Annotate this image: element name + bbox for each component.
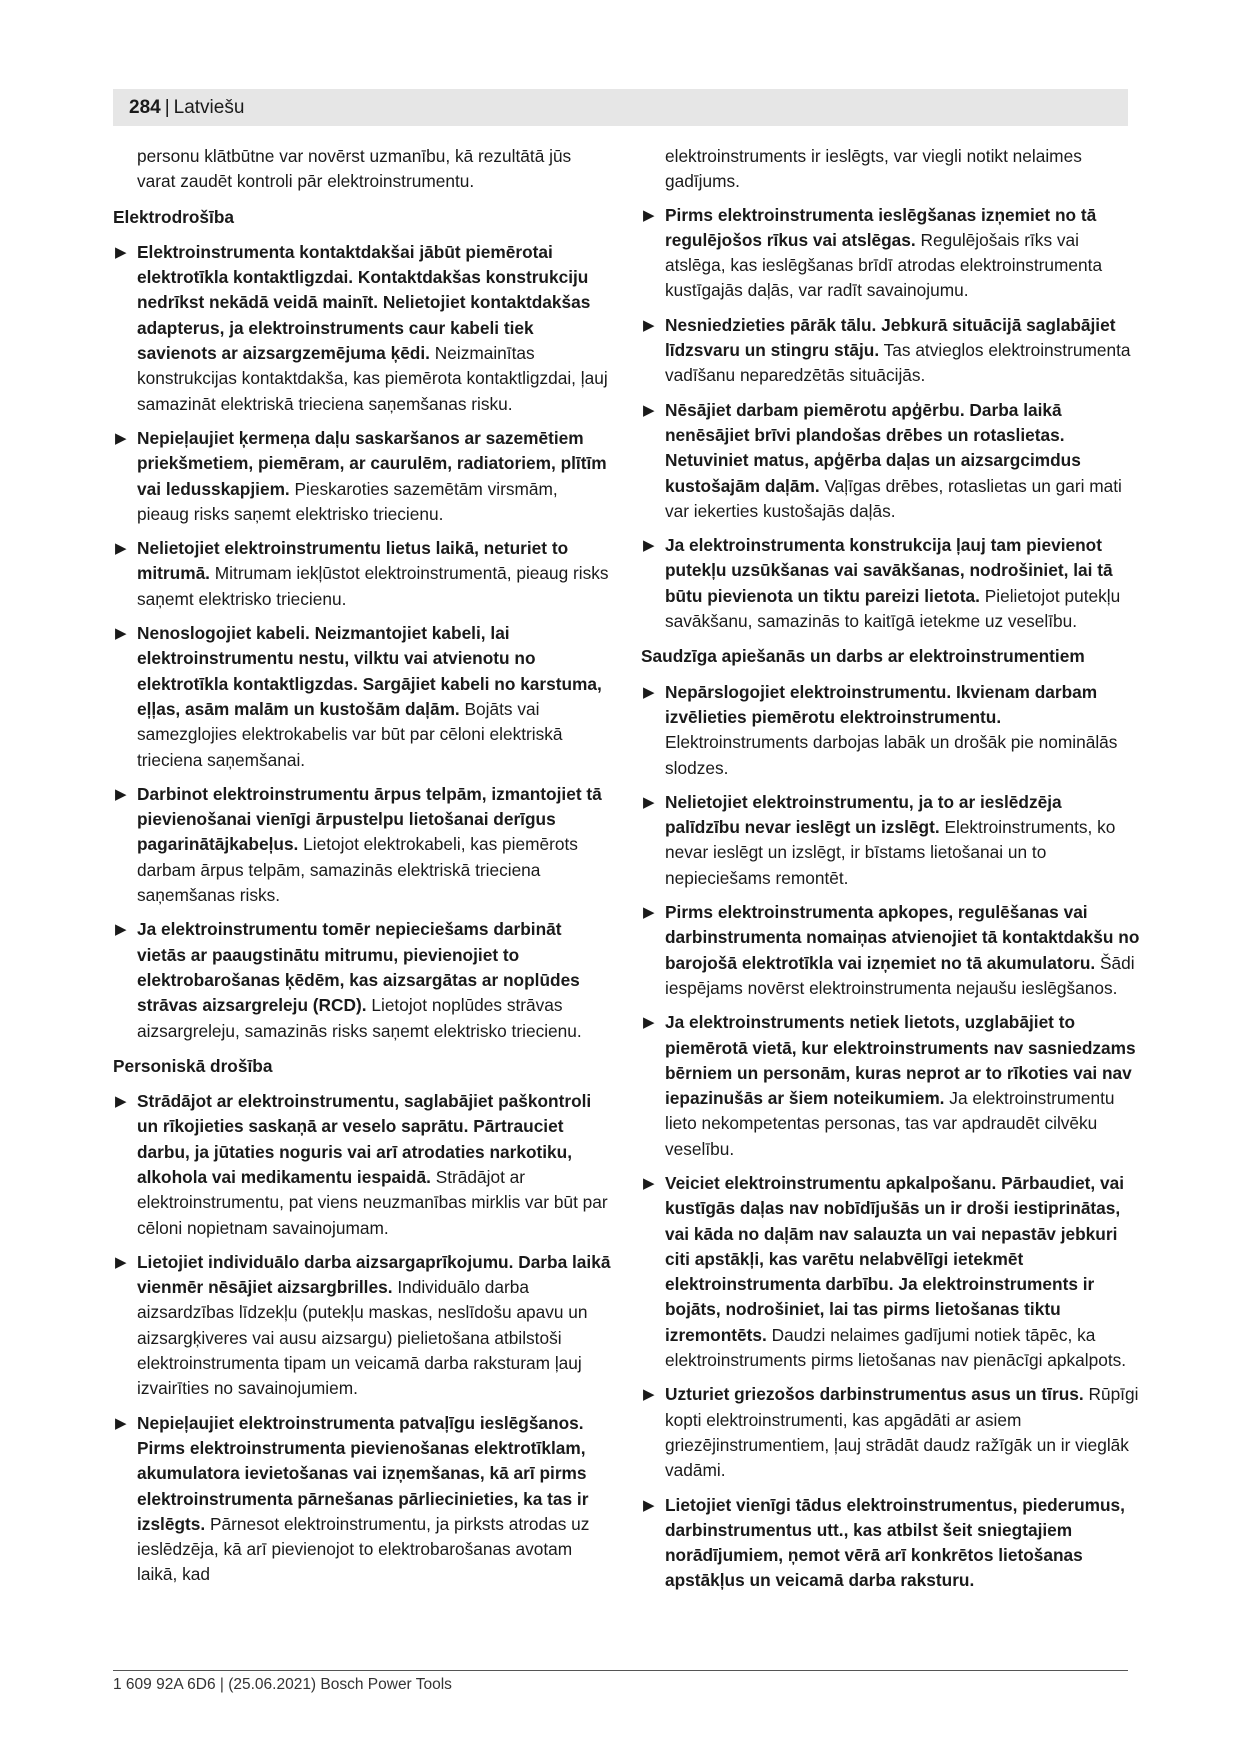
bullet-arrow-icon: ▶ [643, 1386, 655, 1404]
warning-item [641, 900, 1141, 1001]
warning-explanation: Daudzi nelaimes gadījumi notiek tāpēc, ka elektroinstruments pirms lietošanas nav pienācīgi apkalpots. [665, 1324, 1127, 1371]
bullet-arrow-icon: ▶ [643, 401, 655, 419]
personal-safety-list-cont [641, 203, 1141, 635]
warning-bold-text: Ja elektroinstrumentu tomēr nepieciešams darbināt vietās ar paaugstinātu mitrumu, pievienojiet to elektrobarošanas ķēdēm, kas aizsargātas ar noplūdes strāvas aizsargreleju (RCD). [137, 919, 580, 1016]
header-language: Latviešu [173, 96, 245, 118]
warning-bold-text: Nepieļaujiet elektroinstrumenta patvaļīgu ieslēgšanos. Pirms elektroinstrumenta pievienošanas elektrotīklam, akumulatora ievietošanas vai izņemšanas, kā arī pirms elektroinstrumenta pārnešanas pārliecinieties, ka tas ir izslēgts. [137, 1412, 589, 1534]
warning-explanation: Neizmainītas konstrukcijas kontaktdakša, kas piemērota kontaktligzdai, ļauj samazināt elektriskā trieciena saņemšanas risku. [137, 343, 608, 414]
warning-bold-text: Nepārslogojiet elektroinstrumentu. Ikvienam darbam izvēlieties piemērotu elektroinstrumentu. [665, 681, 1098, 727]
warning-bold-text: Nelietojiet elektroinstrumentu, ja to ar ieslēdzēja palīdzību nevar ieslēgt un izslēgt. [665, 791, 1062, 838]
warning-bold-text: Strādājot ar elektroinstrumentu, saglabājiet paškontroli un rīkojieties saskaņā ar veselo saprātu. Pārtrauciet darbu, ja jūtaties noguris vai arī atrodaties narkotiku, alkohola vai medikamentu iespaidā. [137, 1091, 592, 1187]
warning-item [641, 1493, 1141, 1594]
warning-explanation: Šādi iespējams novērst elektroinstrumenta nejaušu ieslēgšanos. [665, 952, 1135, 998]
warning-bold-text: Nenoslogojiet kabeli. Neizmantojiet kabeli, lai elektroinstrumentu nestu, vilktu vai atvienotu no elektrotīkla kontaktligzdas. Sargājiet kabeli no karstuma, eļļas, asām malām un kustošām daļām. [137, 623, 602, 719]
warning-explanation: Regulējošais rīks vai atslēga, kas ieslēgšanas brīdī atrodas elektroinstrumenta kustīgajās daļās, var radīt savainojumu. [665, 229, 1103, 301]
page-header [113, 89, 1128, 126]
bullet-arrow-icon: ▶ [643, 793, 655, 811]
warning-item [113, 426, 613, 527]
warning-item [641, 398, 1141, 524]
warning-item [641, 1171, 1141, 1373]
warning-explanation: Vaļīgas drēbes, rotaslietas un gari mati var iekerties kustošajās daļās. [665, 475, 1122, 521]
warning-bold-text: Nepieļaujiet ķermeņa daļu saskaršanos ar sazemētiem priekšmetiem, piemēram, ar caurulēm, radiatoriem, plītīm vai ledusskapjiem. [137, 427, 607, 499]
bullet-arrow-icon: ▶ [643, 1496, 655, 1514]
right-intro: elektroinstruments ir ieslēgts, var viegli notikt nelaimes gadījums. [665, 146, 1082, 192]
warning-explanation: Lietojot noplūdes strāvas aizsargreleju, samazinās risks saņemt elektrisko triecienu. [137, 995, 582, 1041]
bullet-arrow-icon: ▶ [643, 1014, 655, 1032]
warning-item [641, 313, 1141, 389]
bullet-arrow-icon: ▶ [643, 316, 655, 334]
warning-item [113, 1089, 613, 1241]
section-title-tool-use: Saudzīga apiešanās un darbs ar elektroinstrumentiem [641, 646, 1085, 667]
warning-bold-text: Pirms elektroinstrumenta apkopes, regulēšanas vai darbinstrumenta nomaiņas atvienojiet tā kontaktdakšu no barojošā elektrotīkla vai izņemiet no tā akumulatoru. [665, 902, 1140, 973]
personal-safety-list [113, 1089, 613, 1588]
electrical-safety-list [113, 240, 613, 1044]
warning-explanation: Lietojot elektrokabeli, kas piemērots darbam ārpus telpām, samazinās elektriskā trieciena saņemšanas risks. [137, 834, 578, 906]
warning-bold-text: Nelietojiet elektroinstrumentu lietus laikā, neturiet to mitrumā. [137, 538, 569, 584]
bullet-arrow-icon: ▶ [115, 921, 127, 939]
warning-item [641, 1010, 1141, 1162]
warning-explanation: Tas atvieglos elektroinstrumenta vadīšanu neparedzētās situācijās. [665, 340, 1131, 386]
warning-bold-text: Nesniedzieties pārāk tālu. Jebkurā situācijā saglabājiet līdzsvaru un stingru stāju. [665, 314, 1116, 361]
bullet-arrow-icon: ▶ [115, 625, 127, 643]
warning-item [641, 1382, 1141, 1483]
warning-item [641, 203, 1141, 304]
left-intro: personu klātbūtne var novērst uzmanību, kā rezultātā jūs varat zaudēt kontroli pār elektroinstrumentu. [137, 146, 572, 192]
warning-item [113, 917, 613, 1043]
bullet-arrow-icon: ▶ [643, 904, 655, 922]
warning-bold-text: Veiciet elektroinstrumentu apkalpošanu. Pārbaudiet, vai kustīgās daļas nav nobīdījušās un ir droši iestiprinātas, vai kāda no daļām nav salauzta un vai nepastāv jebkuri citi apstākļi, kas varētu nelabvēlīgi ietekmēt elektroinstrumenta darbību. Ja elektroinstruments ir bojāts, nodrošiniet, lai tas pirms lietošanas tiktu izremontēts. [665, 1172, 1125, 1345]
warning-item [113, 782, 613, 908]
warning-explanation: Pieskaroties sazemētām virsmām, pieaug risks saņemt elektrisko triecienu. [137, 478, 558, 524]
warning-item [641, 790, 1141, 891]
section-title-electrical-safety: Elektrodrošība [113, 206, 235, 227]
bullet-arrow-icon: ▶ [643, 537, 655, 555]
warning-bold-text: Lietojiet vienīgi tādus elektroinstrumentus, piederumus, darbinstrumentus utt., kas atbilst šeit sniegtajiem norādījumiem, ņemot vērā arī konkrētos lietošanas apstākļus un veicamā darba raksturu. [665, 1494, 1125, 1591]
tool-use-list [641, 680, 1141, 1594]
warning-item [113, 621, 613, 773]
warning-bold-text: Pirms elektroinstrumenta ieslēgšanas izņemiet no tā regulējošos rīkus vai atslēgas. [665, 204, 1097, 250]
bullet-arrow-icon: ▶ [643, 683, 655, 701]
warning-bold-text: Elektroinstrumenta kontaktdakšai jābūt piemērotai elektrotīkla kontaktligzdai. Kontaktdakšas konstrukciju nedrīkst nekādā veidā mainīt. Nelietojiet kontaktdakšas adapterus, ja elektroinstruments caur kabeli tiek savienots ar aizsargzemējuma ķēdi. [137, 241, 591, 364]
bullet-arrow-icon: ▶ [115, 1253, 127, 1271]
bullet-arrow-icon: ▶ [643, 1174, 655, 1192]
warning-explanation: Mitrumam iekļūstot elektroinstrumentā, pieaug risks saņemt elektrisko triecienu. [137, 563, 609, 609]
warning-item [641, 680, 1141, 781]
warning-explanation: Individuālo darba aizsardzības līdzekļu (putekļu maskas, neslīdošu apavu un aizsargķiveres vai ausu aizsargu) pielietošana atbilstoši elektroinstrumenta tipam un veicamā darba raksturam ļauj izvairīties no savainojumiem. [137, 1277, 588, 1399]
bullet-arrow-icon: ▶ [115, 429, 127, 447]
warning-bold-text: Nēsājiet darbam piemērotu apģērbu. Darba laikā nenēsājiet brīvi plandošas drēbes un rotaslietas. Netuviniet matus, apģērba daļas un aizsargcimdus kustošajām daļām. [665, 399, 1081, 496]
bullet-arrow-icon: ▶ [115, 785, 127, 803]
warning-explanation: Pārnesot elektroinstrumentu, ja pirksts atrodas uz ieslēdzēja, kā arī pievienojot to elektrobarošanas avotam laikā, kad [137, 1513, 590, 1585]
warning-bold-text: Ja elektroinstruments netiek lietots, uzglabājiet to piemērotā vietā, kur elektroinstruments nav sasniedzams bērniem un personām, kuras neprot ar to rīkoties vai nav iepazinušās ar šiem noteikumiem. [665, 1012, 1136, 1109]
bullet-arrow-icon: ▶ [115, 1414, 127, 1432]
header-separator: | [164, 96, 170, 118]
footer-text: 1 609 92A 6D6 | (25.06.2021) Bosch Power Tools [113, 1676, 452, 1693]
warning-explanation: Bojāts vai samezglojies elektrokabelis var būt par cēloni elektriskā trieciena saņemšanai. [137, 698, 563, 770]
warning-item [113, 1411, 613, 1588]
warning-bold-text: Lietojiet individuālo darba aizsargaprīkojumu. Darba laikā vienmēr nēsājiet aizsargbrilles. [137, 1251, 611, 1298]
bullet-arrow-icon: ▶ [115, 1093, 127, 1111]
footer-rule [113, 1670, 1128, 1671]
warning-explanation: Rūpīgi kopti elektroinstrumenti, kas apgādāti ar asiem griezējinstrumentiem, ļauj strādāt daudz ražīgāk un ir vieglāk vadāmi. [665, 1384, 1139, 1481]
bullet-arrow-icon: ▶ [643, 206, 655, 224]
right-column [641, 144, 1141, 1603]
section-title-personal-safety: Personiskā drošība [113, 1055, 273, 1076]
warning-item [113, 536, 613, 612]
warning-explanation: Strādājot ar elektroinstrumentu, pat viens neuzmanības mirklis var būt par cēloni nopietnam savainojumam. [137, 1166, 608, 1238]
warning-bold-text: Ja elektroinstrumenta konstrukcija ļauj tam pievienot putekļu uzsūkšanas vai savākšanas, nodrošiniet, lai tā būtu pievienota un tiktu pareizi lietota. [665, 535, 1113, 606]
left-column [113, 144, 613, 1597]
warning-explanation: Pielietojot putekļu savākšanu, samazinās to kaitīgā ietekme uz veselību. [665, 585, 1121, 632]
warning-item [641, 533, 1141, 634]
warning-explanation: Ja elektroinstrumentu lieto nekompetentas personas, tas var apdraudēt cilvēku veselību. [665, 1088, 1115, 1159]
bullet-arrow-icon: ▶ [115, 243, 127, 261]
warning-item [113, 1250, 613, 1402]
bullet-arrow-icon: ▶ [115, 540, 127, 558]
page-number: 284 [129, 96, 161, 118]
warning-explanation: Elektroinstruments darbojas labāk un drošāk pie nominālās slodzes. [665, 732, 1118, 778]
warning-bold-text: Uzturiet griezošos darbinstrumentus asus un tīrus. [665, 1384, 1084, 1405]
warning-bold-text: Darbinot elektroinstrumentu ārpus telpām, izmantojiet tā pievienošanai vienīgi ārpustelpu lietošanai derīgus pagarinātājkabeļus. [137, 783, 602, 855]
warning-explanation: Elektroinstruments, ko nevar ieslēgt un izslēgt, ir bīstams lietošanai un to nepieciešams remontēt. [665, 817, 1116, 888]
warning-item [113, 240, 613, 417]
